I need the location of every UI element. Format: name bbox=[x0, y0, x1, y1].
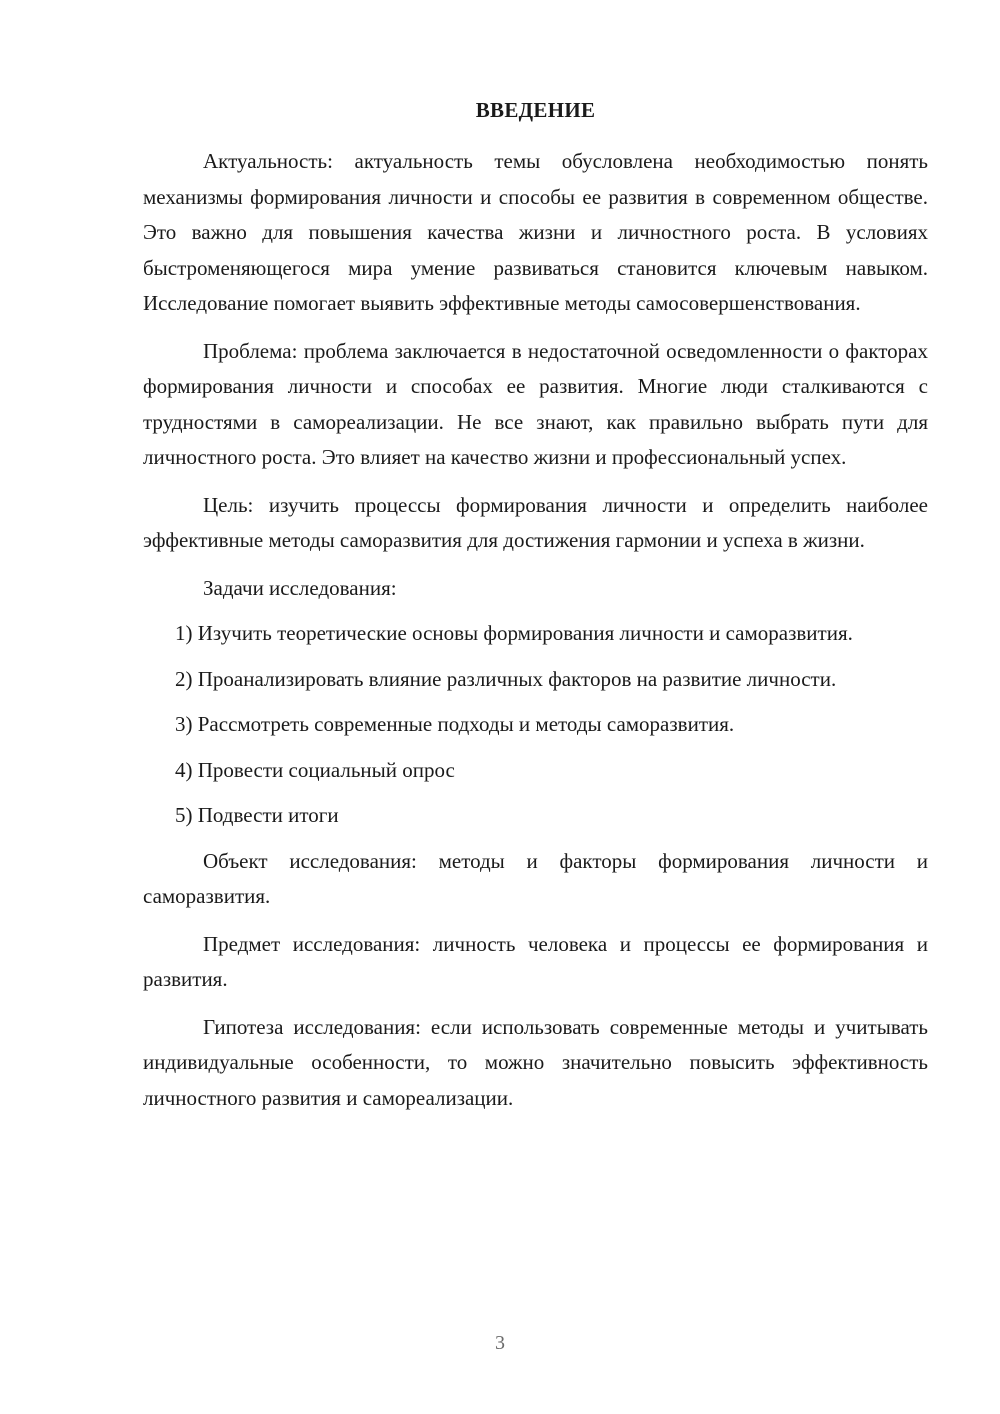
paragraph-object: Объект исследования: методы и факторы формирования личности и саморазвития. bbox=[143, 848, 928, 908]
paragraph-goal: Цель: изучить процессы формирования личности и определить наиболее эффективные методы саморазвития для достижения гармонии и успеха в жизни. bbox=[143, 492, 928, 552]
document-title: ВВЕДЕНИЕ bbox=[475, 98, 596, 122]
paragraph-hypothesis: Гипотеза исследования: если использовать современные методы и учитывать индивидуальные особенности, то можно значительно повысить эффективность личностного развития и самореализации. bbox=[143, 1014, 928, 1110]
list-item: 2) Проанализировать влияние различных факторов на развитие личности. bbox=[175, 666, 837, 691]
paragraph-problem: Проблема: проблема заключается в недостаточной осведомленности о факторах формирования личности и способах ее развития. Многие люди сталкиваются с трудностями в самореализации. Не все знают, как правильно выбрать пути для личностного роста. Это влияет на качество жизни и профессиональный успех. bbox=[143, 338, 928, 469]
list-item: 5) Подвести итоги bbox=[175, 803, 339, 827]
paragraph-tasks-heading: Задачи исследования: bbox=[203, 575, 397, 600]
paragraph-relevance: Актуальность: актуальность темы обусловлена необходимостью понять механизмы формирования личности и способы ее развития в современном обществе. Это важно для повышения качества жизни и личностного роста. В условиях быстроменяющегося мира умение развиваться становится ключевым навыком. Исследование помогает выявить эффективные методы самосовершенствования. bbox=[143, 149, 928, 315]
paragraph-subject: Предмет исследования: личность человека и процессы ее формирования и развития. bbox=[143, 931, 928, 991]
list-item: 1) Изучить теоретические основы формирования личности и саморазвития. bbox=[175, 621, 853, 645]
page-number: 3 bbox=[495, 1332, 505, 1354]
list-item: 3) Рассмотреть современные подходы и методы саморазвития. bbox=[175, 712, 735, 736]
tasks-list bbox=[143, 616, 928, 834]
list-item: 4) Провести социальный опрос bbox=[175, 757, 455, 782]
document-page bbox=[143, 92, 928, 1128]
